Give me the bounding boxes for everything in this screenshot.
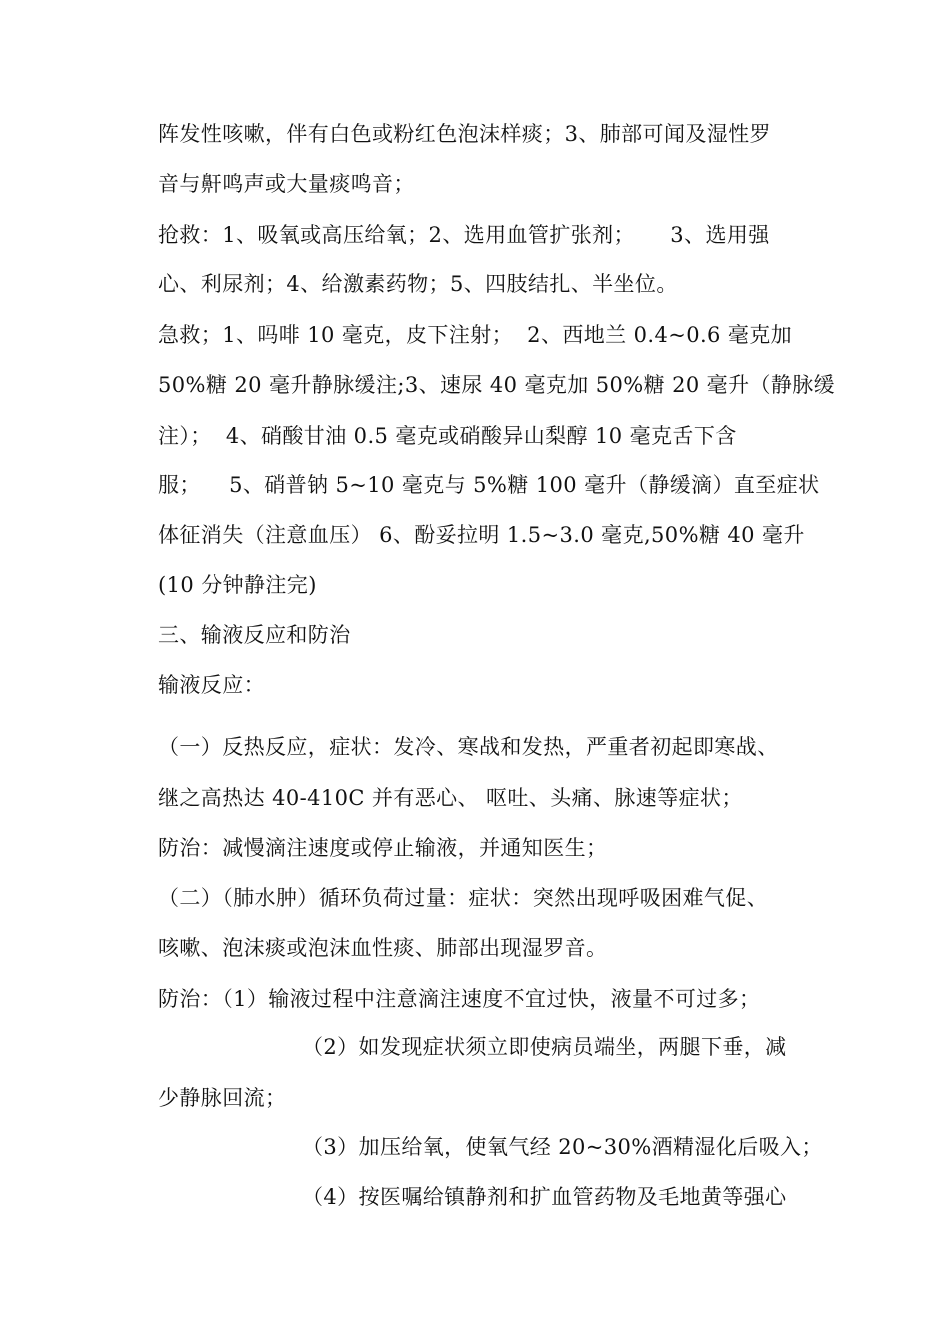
text-line: 防治：减慢滴注速度或停止输液，并通知医生； (158, 836, 608, 860)
text-line: 抢救：1、吸氧或高压给氧；2、选用血管扩张剂； 3、选用强 (158, 223, 770, 247)
text-line: 心、利尿剂；4、给激素药物；5、四肢结扎、半坐位。 (158, 272, 678, 296)
text-line: 急救；1、吗啡 10 毫克，皮下注射； 2、西地兰 0.4~0.6 毫克加 (158, 323, 793, 347)
text-line: 服； 5、硝普钠 5~10 毫克与 5%糖 100 毫升（静缓滴）直至症状 (158, 473, 820, 497)
text-line: 少静脉回流； (158, 1086, 287, 1110)
text-line: （2）如发现症状须立即使病员端坐，两腿下垂，减 (302, 1035, 787, 1059)
text-line: 注）； 4、硝酸甘油 0.5 毫克或硝酸异山梨醇 10 毫克舌下含 (158, 424, 737, 448)
text-line: 防治：（1）输液过程中注意滴注速度不宜过快，液量不可过多； (158, 987, 761, 1011)
text-line: （二）（肺水肿）循环负荷过量：症状：突然出现呼吸困难气促、 (158, 886, 769, 910)
text-line: 音与鼾鸣声或大量痰鸣音； (158, 172, 415, 196)
text-line: 咳嗽、泡沫痰或泡沫血性痰、肺部出现湿罗音。 (158, 936, 608, 960)
text-line: 阵发性咳嗽，伴有白色或粉红色泡沫样痰；3、肺部可闻及湿性罗 (158, 122, 771, 146)
section-heading: 三、输液反应和防治 (158, 623, 351, 647)
text-line: 体征消失（注意血压） 6、酚妥拉明 1.5~3.0 毫克,50%糖 40 毫升 (158, 523, 805, 547)
text-line: (10 分钟静注完) (158, 573, 317, 597)
text-line: 50%糖 20 毫升静脉缓注;3、速尿 40 毫克加 50%糖 20 毫升（静脉缓 (158, 373, 836, 397)
text-line: （一）反热反应，症状：发冷、寒战和发热，严重者初起即寒战、 (158, 735, 779, 759)
text-line: 继之高热达 40-410C 并有恶心、 呕吐、头痛、脉速等症状； (158, 786, 743, 810)
text-line: 输液反应： (158, 673, 265, 697)
text-line: （3）加压给氧，使氧气经 20~30%酒精湿化后吸入； (302, 1135, 823, 1159)
text-line: （4）按医嘱给镇静剂和扩血管药物及毛地黄等强心 (302, 1185, 787, 1209)
